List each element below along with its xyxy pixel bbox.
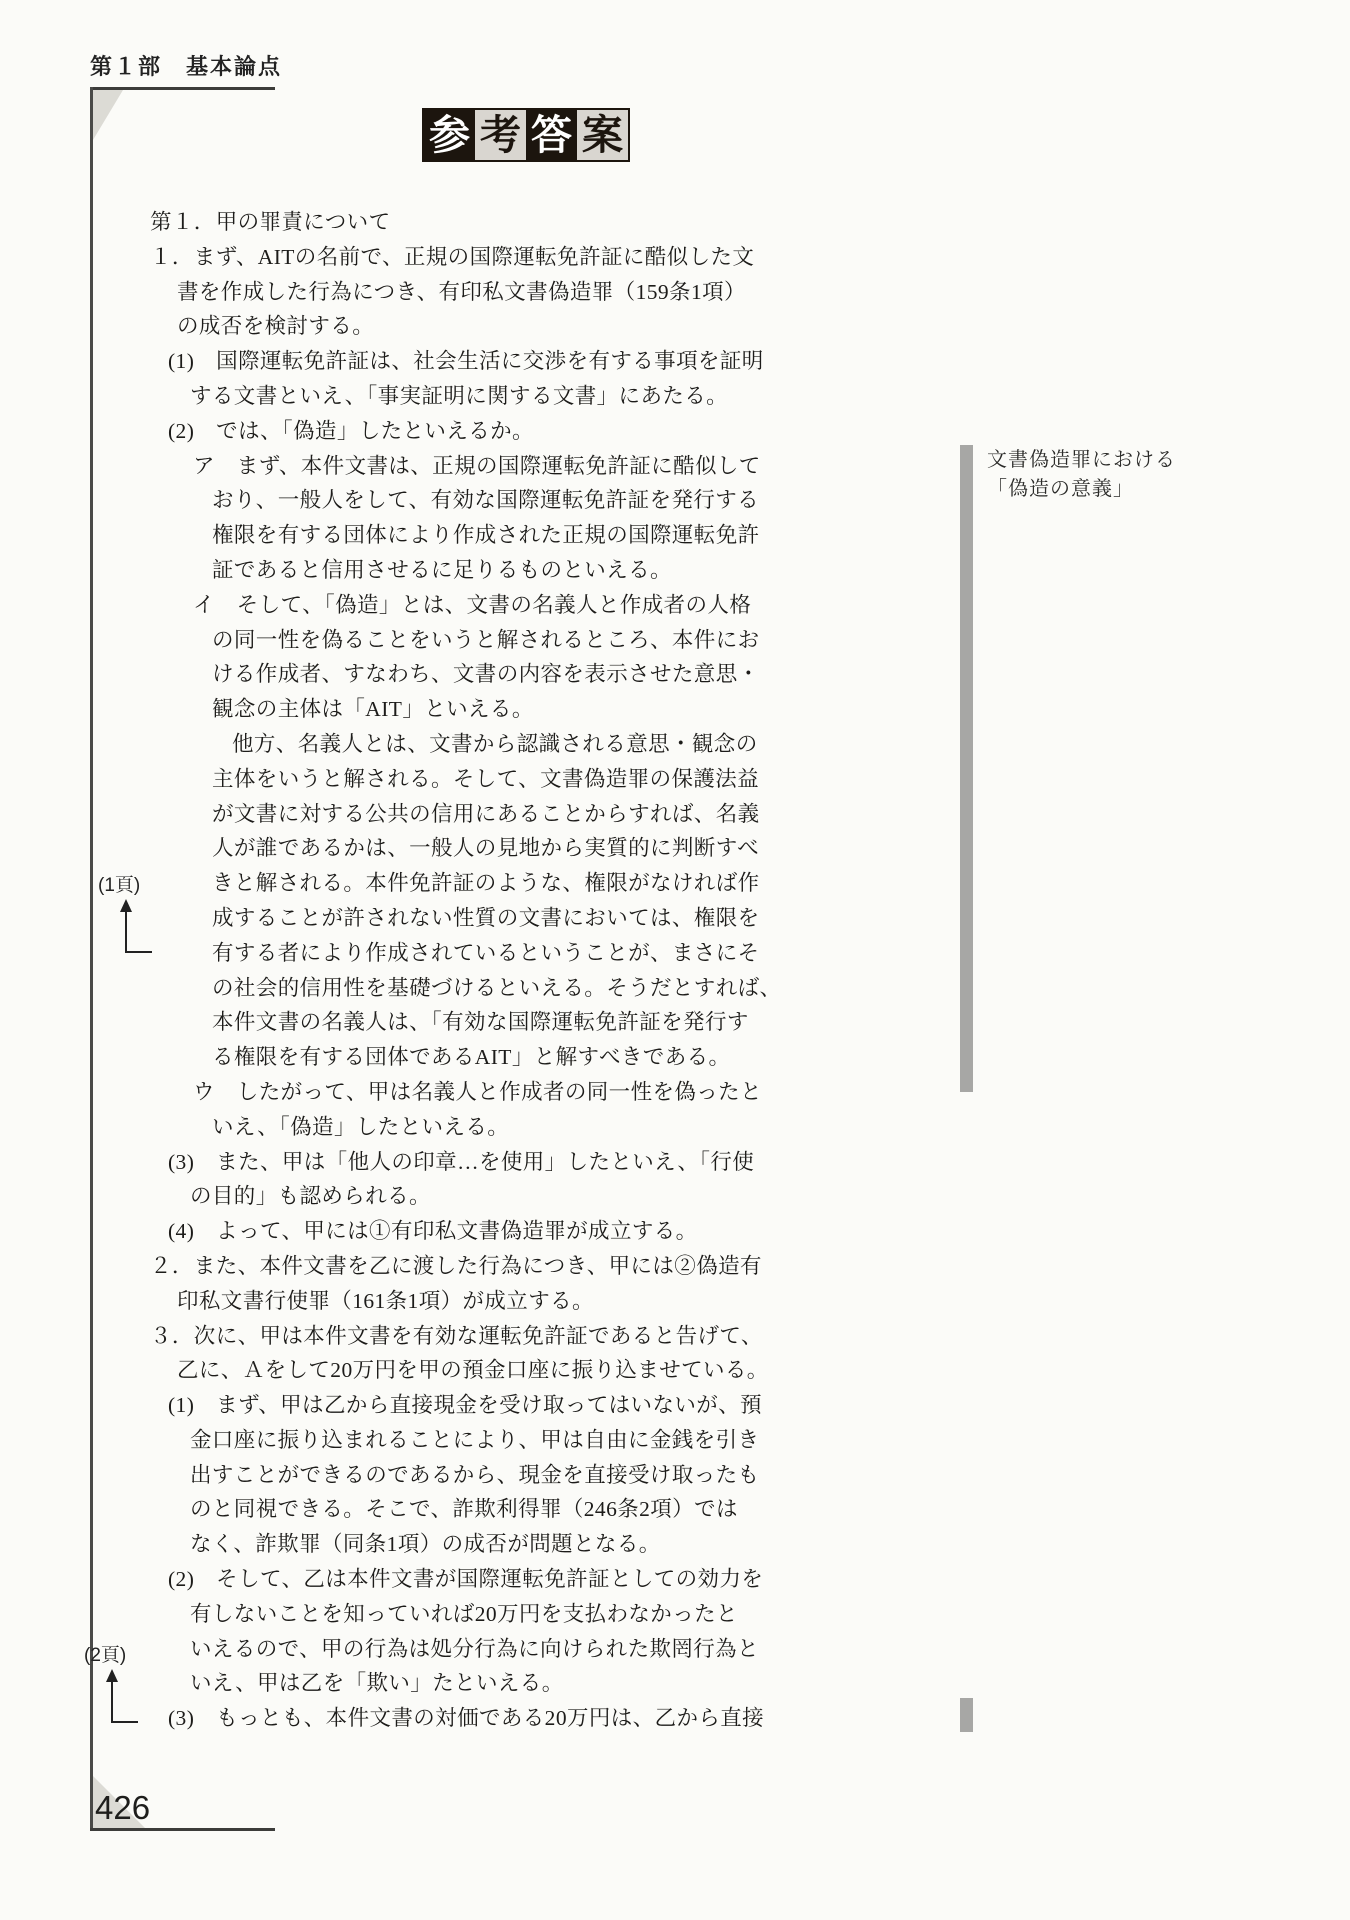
text-line: ３．次に、甲は本件文書を有効な運転免許証であると告げて、 (150, 1323, 763, 1348)
text-line: １．まず、AITの名前で、正規の国際運転免許証に酷似した文 (150, 244, 755, 269)
text-line: (4) よって、甲には①有印私文書偽造罪が成立する。 (168, 1219, 698, 1244)
text-line: (2) そして、乙は本件文書が国際運転免許証としての効力を (168, 1567, 764, 1592)
text-line: いえ、甲は乙を「欺い」たといえる。 (190, 1671, 564, 1696)
arrow-foot (111, 1721, 138, 1724)
margin-highlight-bar-2 (960, 1698, 973, 1732)
text-line: いえるので、甲の行為は処分行為に向けられた欺罔行為と (190, 1636, 759, 1661)
section-header: 第１部 基本論点 (90, 54, 283, 79)
text-line: 乙に、Ａをして20万円を甲の預金口座に振り込ませている。 (177, 1358, 769, 1383)
text-line: (3) また、甲は「他人の印章…を使用」したといえ、「行使 (168, 1149, 755, 1174)
text-line: ２．また、本件文書を乙に渡した行為につき、甲には②偽造有 (150, 1253, 762, 1278)
text-line: イ そして、「偽造」とは、文書の名義人と作成者の人格 (193, 592, 752, 617)
text-line: 第１．甲の罪責について (150, 210, 391, 234)
text-line: 人が誰であるかは、一般人の見地から実質的に判断すべ (212, 836, 760, 861)
page-break-arrow-icon (98, 899, 168, 955)
arrow-stem (125, 909, 128, 953)
left-border-line (90, 87, 93, 1830)
text-line: なく、詐欺罪（同条1項）の成否が問題となる。 (190, 1532, 661, 1557)
page-break-arrow-icon (84, 1669, 154, 1725)
title-char: 案 (577, 110, 628, 160)
text-line: する文書といえ、「事実証明に関する文書」にあたる。 (190, 383, 729, 408)
page-break-label: (2頁) (84, 1645, 127, 1666)
text-line: の社会的信用性を基礎づけるといえる。そうだとすれば、 (212, 975, 782, 1000)
text-line: (1) まず、甲は乙から直接現金を受け取ってはいないが、預 (168, 1393, 762, 1418)
text-line: 有する者により作成されているということが、まさにそ (212, 940, 760, 965)
text-line: 主体をいうと解される。そして、文書偽造罪の保護法益 (212, 766, 760, 791)
answer-body (150, 205, 781, 1736)
title-char: 考 (475, 110, 526, 160)
text-line: 他方、名義人とは、文書から認識される意思・観念の (232, 731, 758, 756)
text-line: のと同視できる。そこで、詐欺利得罪（246条2項）では (190, 1497, 738, 1522)
text-line: (2) では、「偽造」したといえるか。 (168, 418, 534, 443)
page-break-marker-2 (84, 1640, 154, 1725)
text-line: 観念の主体は「AIT」といえる。 (212, 697, 534, 722)
text-line: 証であると信用させるに足りるものといえる。 (212, 557, 672, 582)
text-line: ア まず、本件文書は、正規の国際運転免許証に酷似して (193, 453, 761, 478)
text-line: (1) 国際運転免許証は、社会生活に交渉を有する事項を証明 (168, 349, 764, 374)
sidenote-line: 「偽造の意義」 (987, 478, 1134, 500)
text-line: の目的」も認められる。 (190, 1184, 431, 1209)
title-char: 参 (424, 110, 475, 160)
answer-title (422, 108, 630, 162)
corner-triangle-top (93, 90, 123, 140)
text-line: おり、一般人をして、有効な国際運転免許証を発行する (212, 488, 760, 513)
text-line: きと解される。本件免許証のような、権限がなければ作 (212, 871, 760, 896)
text-line: る権限を有する団体であるAIT」と解すべきである。 (212, 1045, 731, 1070)
text-line: 成することが許されない性質の文書においては、権限を (212, 905, 760, 930)
arrow-stem (111, 1679, 114, 1723)
text-line: 金口座に振り込まれることにより、甲は自由に金銭を引き (190, 1427, 760, 1452)
text-line: 権限を有する団体により作成された正規の国際運転免許 (212, 523, 760, 548)
text-line: (3) もっとも、本件文書の対価である20万円は、乙から直接 (168, 1706, 765, 1731)
text-line: ウ したがって、甲は名義人と作成者の同一性を偽ったと (193, 1079, 762, 1104)
text-line: 印私文書行使罪（161条1項）が成立する。 (177, 1288, 594, 1313)
sidenote-line: 文書偽造罪における (987, 449, 1176, 471)
title-char: 答 (526, 110, 577, 160)
page-number: 426 (95, 1789, 151, 1826)
text-line: 本件文書の名義人は、「有効な国際運転免許証を発行す (212, 1010, 749, 1035)
text-line: いえ、「偽造」したといえる。 (212, 1114, 510, 1139)
text-line: が文書に対する公共の信用にあることからすれば、名義 (212, 801, 760, 826)
arrow-foot (125, 951, 152, 954)
text-line: の同一性を偽ることをいうと解されるところ、本件にお (212, 627, 760, 652)
bottom-border-line (90, 1828, 275, 1831)
text-line: ける作成者、すなわち、文書の内容を表示させた意思・ (212, 662, 760, 687)
margin-highlight-bar (960, 445, 973, 1092)
sidenote (987, 446, 1176, 504)
page-break-marker-1 (98, 870, 168, 955)
text-line: 出すことができるのであるから、現金を直接受け取ったも (190, 1462, 760, 1487)
text-line: 有しないことを知っていれば20万円を支払わなかったと (190, 1601, 738, 1626)
text-line: 書を作成した行為につき、有印私文書偽造罪（159条1項） (177, 279, 746, 304)
page-break-label: (1頁) (98, 875, 141, 896)
text-line: の成否を検討する。 (177, 314, 375, 339)
